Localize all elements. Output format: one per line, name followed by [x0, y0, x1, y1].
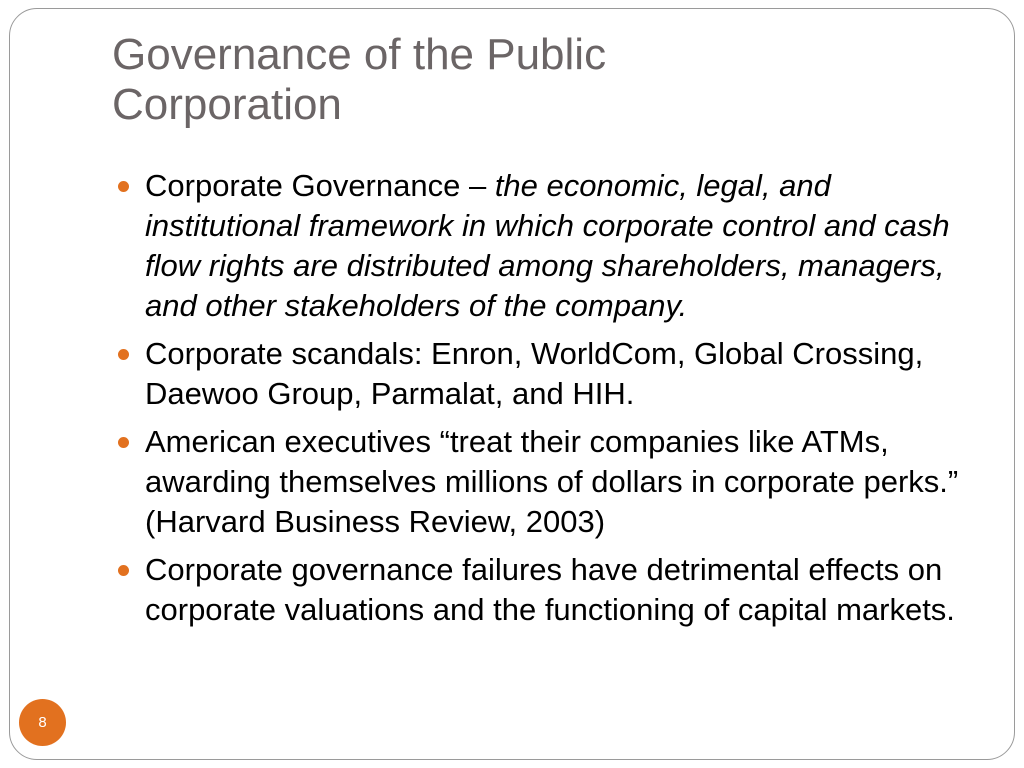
- slide-title: [112, 30, 812, 130]
- bullet-text: Corporate governance failures have detrimental effects on corporate valuations and the functioning of capital markets.: [145, 552, 955, 627]
- bullet-list: [112, 166, 982, 638]
- bullet-dot-icon: [118, 181, 129, 192]
- bullet-item-corporate-governance: [112, 166, 982, 326]
- bullet-item-governance-failures: [112, 550, 982, 630]
- bullet-item-american-executives: [112, 422, 982, 542]
- bullet-text: American executives “treat their companies like ATMs, awarding themselves millions of dollars in corporate perks.” (Harvard Business Review, 2003): [145, 424, 959, 539]
- bullet-text: Corporate scandals: Enron, WorldCom, Global Crossing, Daewoo Group, Parmalat, and HIH.: [145, 336, 924, 411]
- bullet-dot-icon: [118, 565, 129, 576]
- bullet-definition-text: the economic, legal, and institutional framework in which corporate control and cash flow rights are distributed among shareholders, managers, and other stakeholders of the company.: [145, 168, 950, 323]
- bullet-dot-icon: [118, 437, 129, 448]
- slide-title-line-2: Corporation: [112, 80, 342, 129]
- bullet-lead-text: Corporate Governance –: [145, 168, 495, 203]
- page-number: 8: [38, 714, 47, 731]
- slide-title-line-1: Governance of the Public: [112, 30, 607, 79]
- page-number-badge: [19, 699, 66, 746]
- bullet-dot-icon: [118, 349, 129, 360]
- bullet-item-corporate-scandals: [112, 334, 982, 414]
